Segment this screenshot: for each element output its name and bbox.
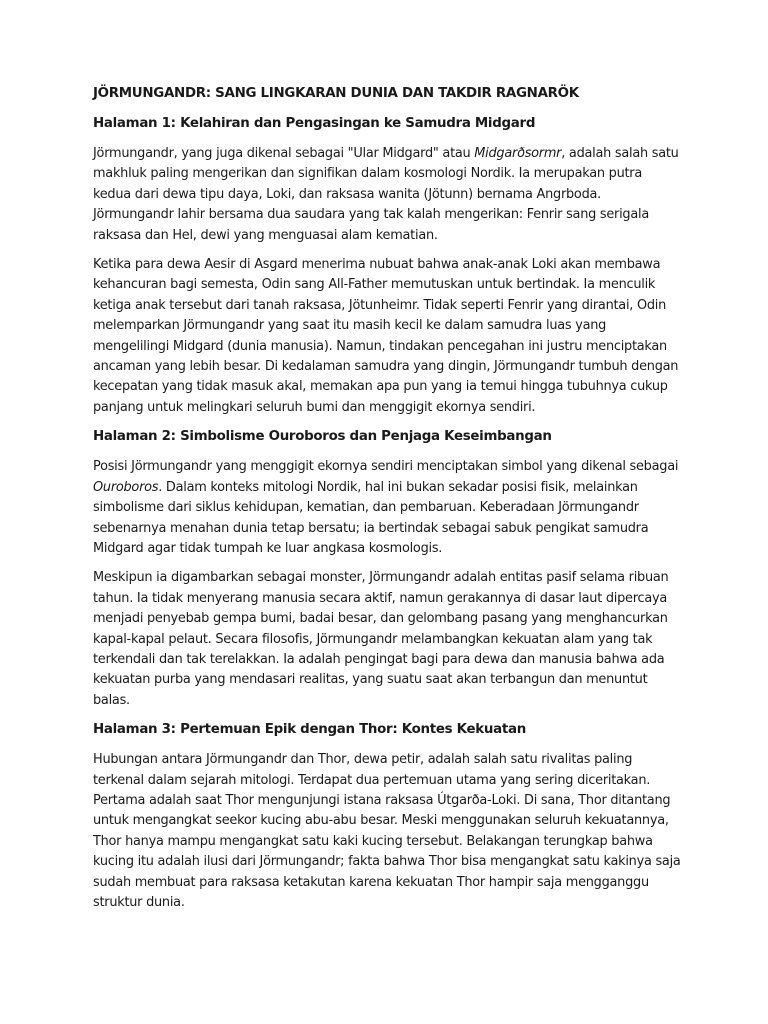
section-heading: Halaman 1: Kelahiran dan Pengasingan ke Samudra Midgard xyxy=(93,116,536,131)
paragraph-text: Posisi Jörmungandr yang menggigit ekornya sendiri menciptakan simbol yang dikenal sebagai xyxy=(93,459,679,475)
section-heading: Halaman 3: Pertemuan Epik dengan Thor: Kontes Kekuatan xyxy=(93,722,526,738)
section-3 xyxy=(93,720,683,913)
section-heading: Halaman 2: Simbolisme Ouroboros dan Penjaga Keseimbangan xyxy=(93,429,552,445)
paragraph: Ketika para dewa Aesir di Asgard menerima nubuat bahwa anak-anak Loki akan membawa kehancuran bagi semesta, Odin sang All-Father memutuskan untuk bertindak. Ia menculik ketiga anak tersebut dari tanah raksasa, Jötunheimr. Tidak seperti Fenrir yang dirantai, Odin melemparkan Jörmungandr yang saat itu masih kecil ke dalam samudra luas yang mengelilingi Midgard (dunia manusia). Namun, tindakan pencegahan ini justru menciptakan ancaman yang lebih besar. Di kedalaman samudra yang dingin, Jörmungandr tumbuh dengan kecepatan yang tidak masuk akal, memakan apa pun yang ia temui hingga tubuhnya cukup panjang untuk melingkari seluruh bumi dan menggigit ekornya sendiri. xyxy=(93,257,679,415)
paragraph-text: , adalah salah satu makhluk paling mengerikan dan signifikan dalam kosmologi Nordik. Ia merupakan putra kedua dari dewa tipu daya, Loki, dan raksasa wanita (Jötunn) bernama Angrboda. Jörmungandr lahir bersama dua saudara yang tak kalah mengerikan: Fenrir sang serigala raksasa dan Hel, dewi yang menguasai alam kematian. xyxy=(93,146,679,243)
paragraph xyxy=(93,457,683,559)
paragraph xyxy=(93,144,683,246)
paragraph-text: . Dalam konteks mitologi Nordik, hal ini bukan sekadar posisi fisik, melainkan simbolisme dari siklus kehidupan, kematian, dan pembaruan. Keberadaan Jörmungandr sebenarnya menahan dunia tetap bersatu; ia bertindak sebagai sabuk pengikat samudra Midgard agar tidak tumpah ke luar angkasa kosmologis. xyxy=(93,479,649,556)
section-1 xyxy=(93,114,683,418)
paragraph-text: Jörmungandr, yang juga dikenal sebagai "Ular Midgard" atau xyxy=(93,146,475,161)
document-title: JÖRMUNGANDR: SANG LINGKARAN DUNIA DAN TAKDIR RAGNARÖK xyxy=(93,86,579,101)
italic-term: Midgarðsormr xyxy=(474,146,562,161)
italic-term: Ouroboros xyxy=(93,479,159,495)
paragraph: Hubungan antara Jörmungandr dan Thor, dewa petir, adalah salah satu rivalitas paling terkenal dalam sejarah mitologi. Terdapat dua pertemuan utama yang sering diceritakan. Pertama adalah saat Thor mengunjungi istana raksasa Útgarða-Loki. Di sana, Thor ditantang untuk mengangkat seekor kucing abu-abu besar. Meski menggunakan seluruh kekuatannya, Thor hanya mampu mengangkat satu kaki kucing tersebut. Belakangan terungkap bahwa kucing itu adalah ilusi dari Jörmungandr; fakta bahwa Thor bisa mengangkat satu kakinya saja sudah membuat para raksasa ketakutan karena kekuatan Thor hampir saja mengganggu struktur dunia. xyxy=(93,752,681,910)
section-2 xyxy=(93,427,683,711)
document-page xyxy=(93,84,683,922)
paragraph: Meskipun ia digambarkan sebagai monster, Jörmungandr adalah entitas pasif selama ribuan tahun. Ia tidak menyerang manusia secara aktif, namun gerakannya di dasar laut dipercaya menjadi penyebab gempa bumi, badai besar, dan gelombang pasang yang menghancurkan kapal-kapal pelaut. Secara filosofis, Jörmungandr melambangkan kekuatan alam yang tak terkendali dan tak terelakkan. Ia adalah pengingat bagi para dewa dan manusia bahwa ada kekuatan purba yang mendasari realitas, yang suatu saat akan terbangun dan menuntut balas. xyxy=(93,570,669,708)
